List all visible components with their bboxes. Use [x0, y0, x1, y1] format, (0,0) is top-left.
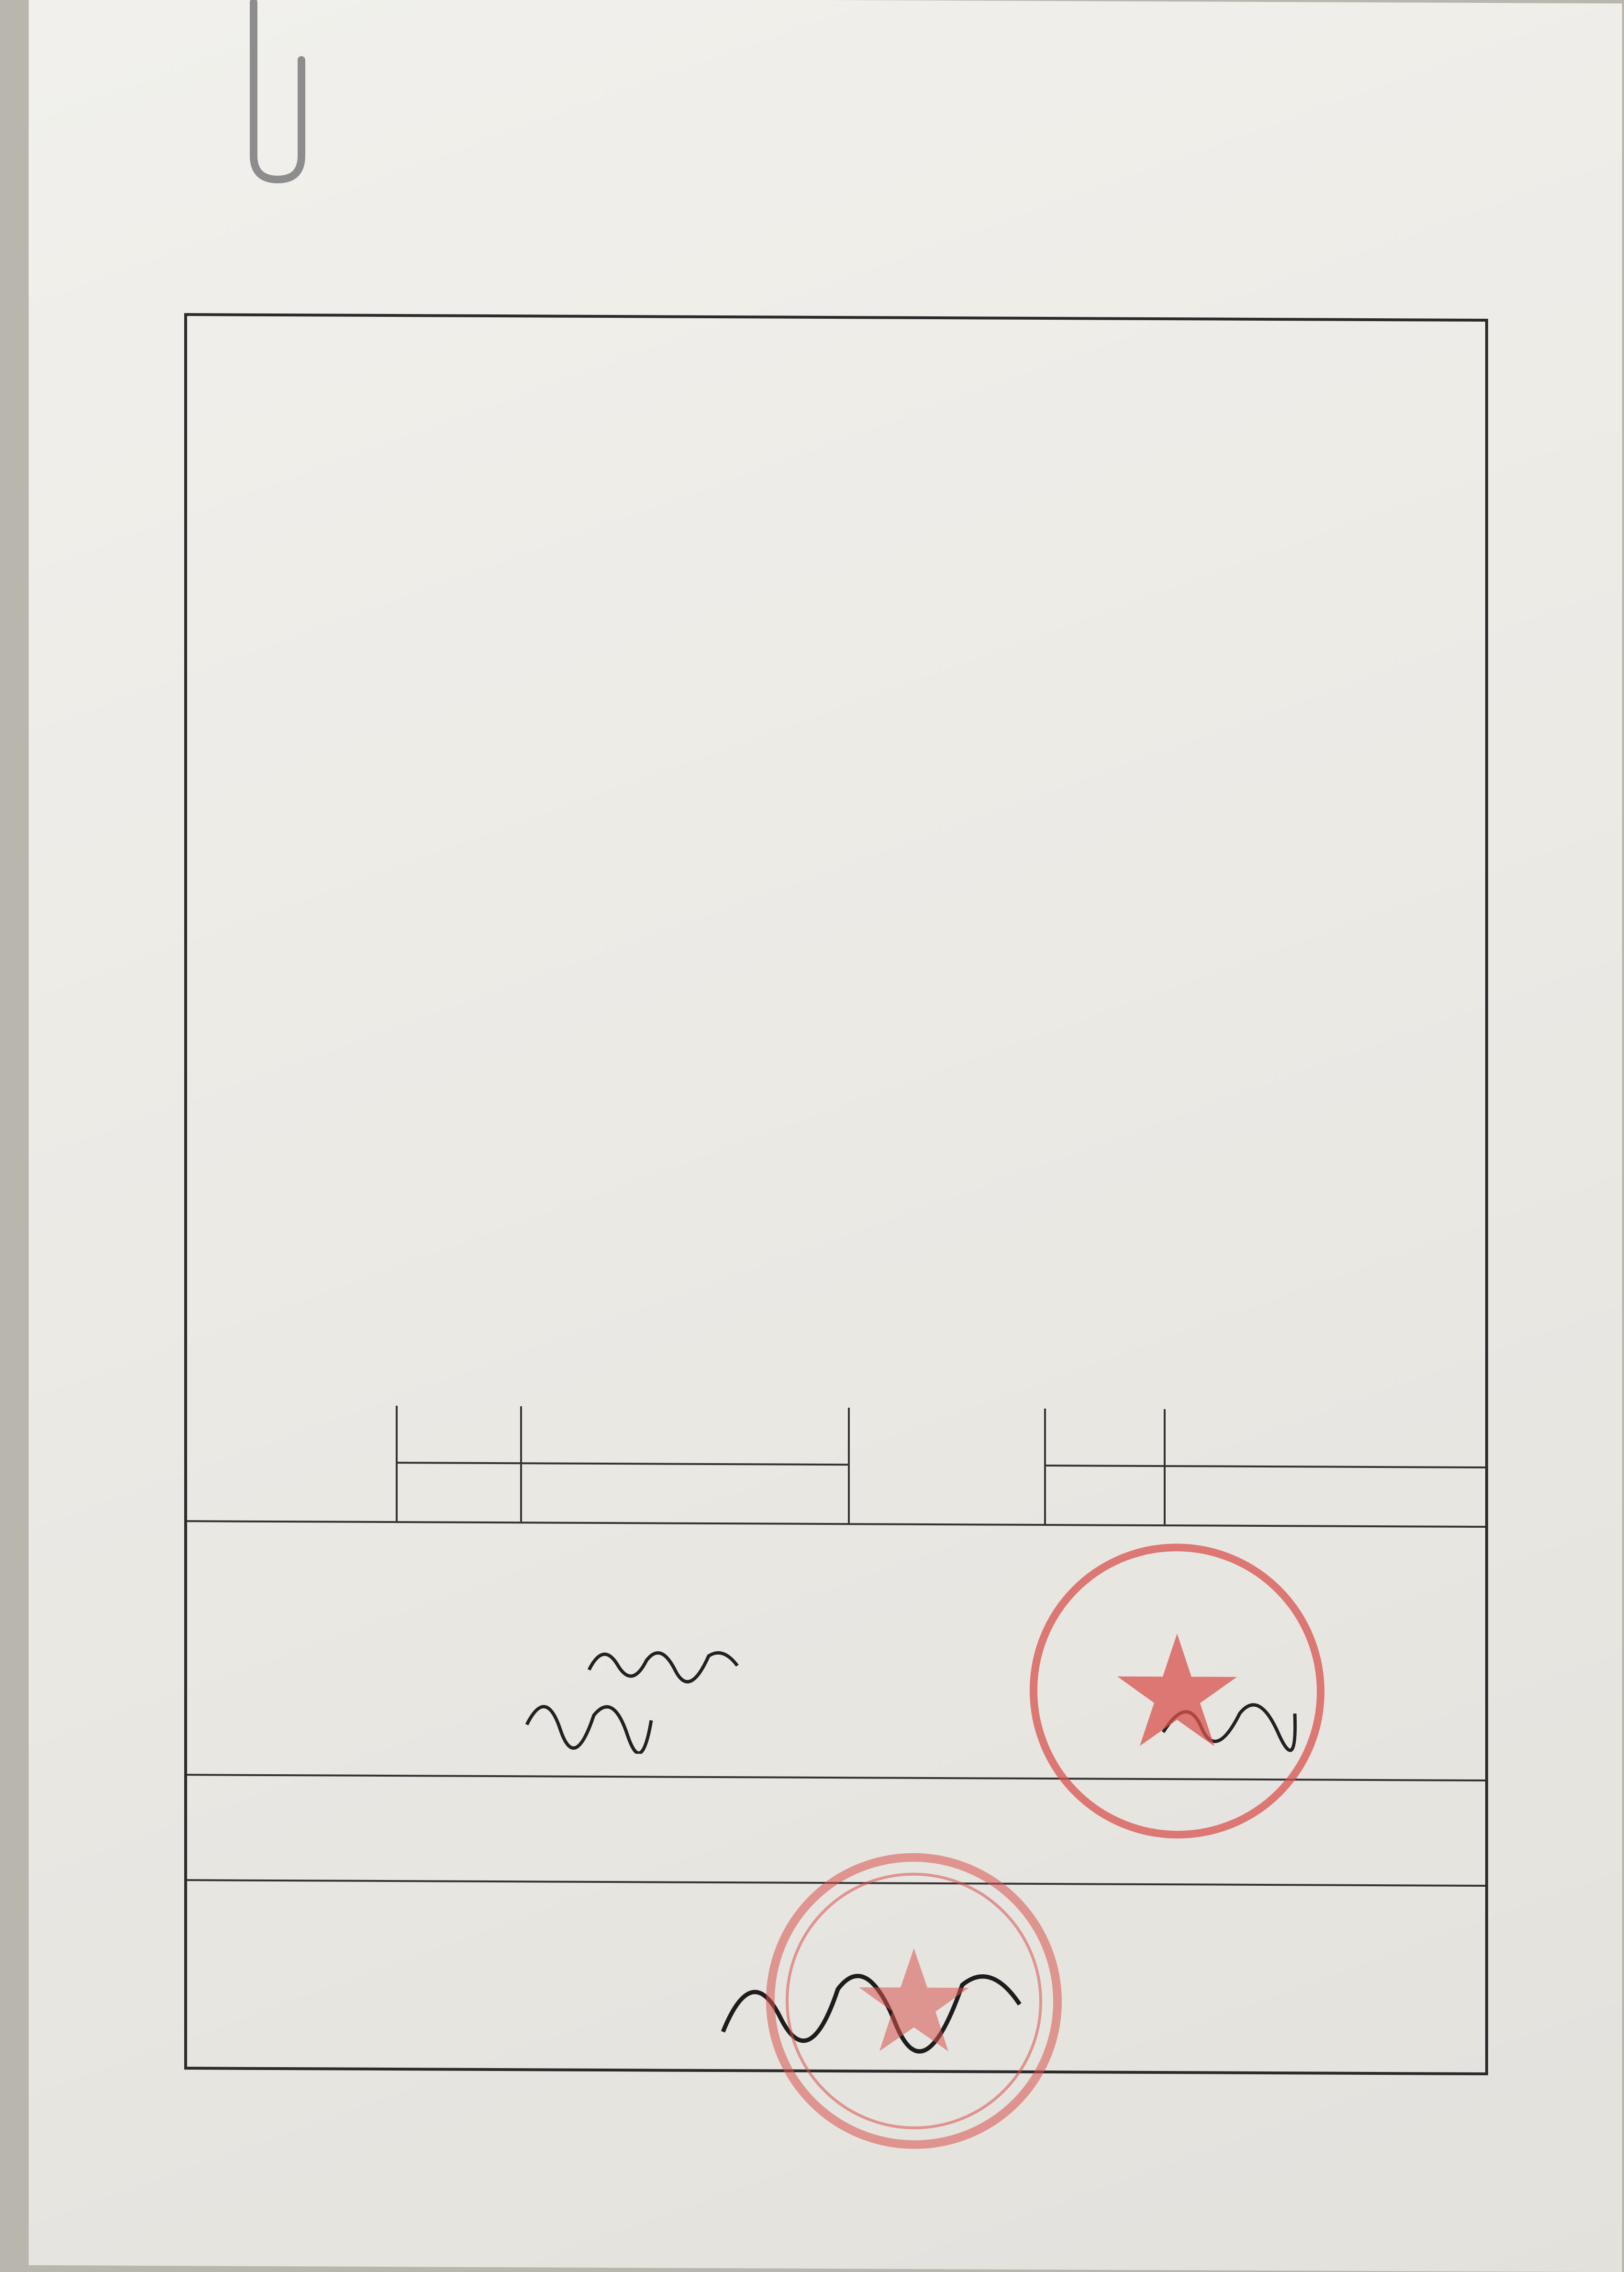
budget-equip-value: [1166, 1467, 1486, 1526]
paperclip-icon: [234, 0, 325, 189]
document-sheet: [29, 0, 1622, 2272]
signature-site-manager: [522, 1681, 656, 1754]
signature-legal-rep: [584, 1632, 747, 1690]
plan-row: [187, 1405, 1485, 1528]
company-seal-stamp: [1019, 1533, 1335, 1850]
budget-civil-value: [1166, 1409, 1486, 1468]
plan-start-value: [522, 1406, 850, 1465]
plan-end-value: [522, 1464, 850, 1523]
page-title: [29, 234, 1624, 241]
supervision-seal-stamp: [751, 1837, 1077, 2164]
